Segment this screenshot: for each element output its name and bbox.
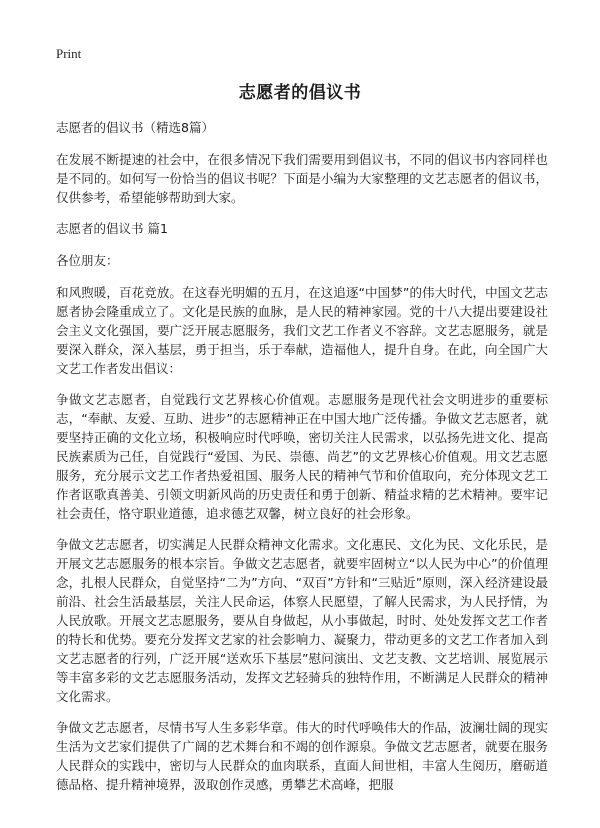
salutation: 各位朋友：	[56, 253, 119, 268]
section-heading: 志愿者的倡议书 篇1	[56, 221, 168, 236]
print-link[interactable]: Print	[56, 46, 82, 61]
document-title: 志愿者的倡议书	[238, 83, 362, 103]
body-paragraph: 争做文艺志愿者，尽情书写人生多彩华章。伟大的时代呼唤伟大的作品，波澜壮阔的现实生活为文艺家们提供了广阔的艺术舞台和不竭的创作源泉。争做文艺志愿者，就要在服务人民群众的实践中，密切与人民群众的血肉联系，直面人间世相，丰富人生阅历，磨砺道德品格、提升精神境界，汲取创作灵感，勇攀艺术高峰，把服	[56, 720, 548, 792]
body-paragraph: 争做文艺志愿者，自觉践行文艺界核心价值观。志愿服务是现代社会文明进步的重要标志，“奉献、友爱、互助、进步”的志愿精神正在中国大地广泛传播。争做文艺志愿者，就要坚持正确的文化立场，积极响应时代呼唤，密切关注人民需求，以弘扬先进文化、提高民族素质为己任，自觉践行“爱国、为民、崇德、尚艺”的文艺界核心价值观。用文艺志愿服务，充分展示文艺工作者热爱祖国、服务人民的精神气节和价值取向，充分体现文艺工作者讴歌真善美、引领文明新风尚的历史责任和勇于创新、精益求精的艺术精神。要牢记社会责任，恪守职业道德，追求德艺双馨，树立良好的社会形象。	[56, 392, 548, 521]
document-body	[56, 118, 548, 806]
body-paragraph: 争做文艺志愿者，切实满足人民群众精神文化需求。文化惠民、文化为民、文化乐民，是开展文艺志愿服务的根本宗旨。争做文艺志愿者，就要牢固树立“以人民为中心”的价值理念，扎根人民群众，自觉坚持“二为”方向、“双百”方针和“三贴近”原则，深入经济建设最前沿、社会生活最基层，关注人民命运，体察人民愿望，了解人民需求，为人民抒情，为人民放歌。开展文艺志愿服务，要从自身做起，从小事做起，时时、处处发挥文艺工作者的特长和优势。要充分发挥文艺家的社会影响力、凝聚力，带动更多的文艺工作者加入到文艺志愿者的行列，广泛开展“送欢乐下基层”慰问演出、文艺支教、文艺培训、展览展示等丰富多彩的文艺志愿服务活动，发挥文艺轻骑兵的独特作用，不断满足人民群众的精神文化需求。	[56, 537, 548, 704]
body-paragraph: 和风煦暖，百花竞放。在这春光明媚的五月，在这追逐“中国梦”的伟大时代，中国文艺志愿者协会隆重成立了。文化是民族的血脉，是人民的精神家园。党的十八大提出要建设社会主义文化强国，要广泛开展志愿服务，我们文艺工作者义不容辞。文艺志愿服务，就是要深入群众，深入基层，勇于担当，乐于奉献，造福他人，提升自身。在此，向全国广大文艺工作者发出倡议：	[56, 285, 548, 376]
subtitle-paragraph: 志愿者的倡议书（精选8篇）	[56, 120, 214, 135]
intro-paragraph: 在发展不断提速的社会中，在很多情况下我们需要用到倡议书，不同的倡议书内容同样也是不同的。如何写一份恰当的倡议书呢？下面是小编为大家整理的文艺志愿者的倡议书，仅供参考，希望能够帮助到大家。	[56, 152, 548, 205]
